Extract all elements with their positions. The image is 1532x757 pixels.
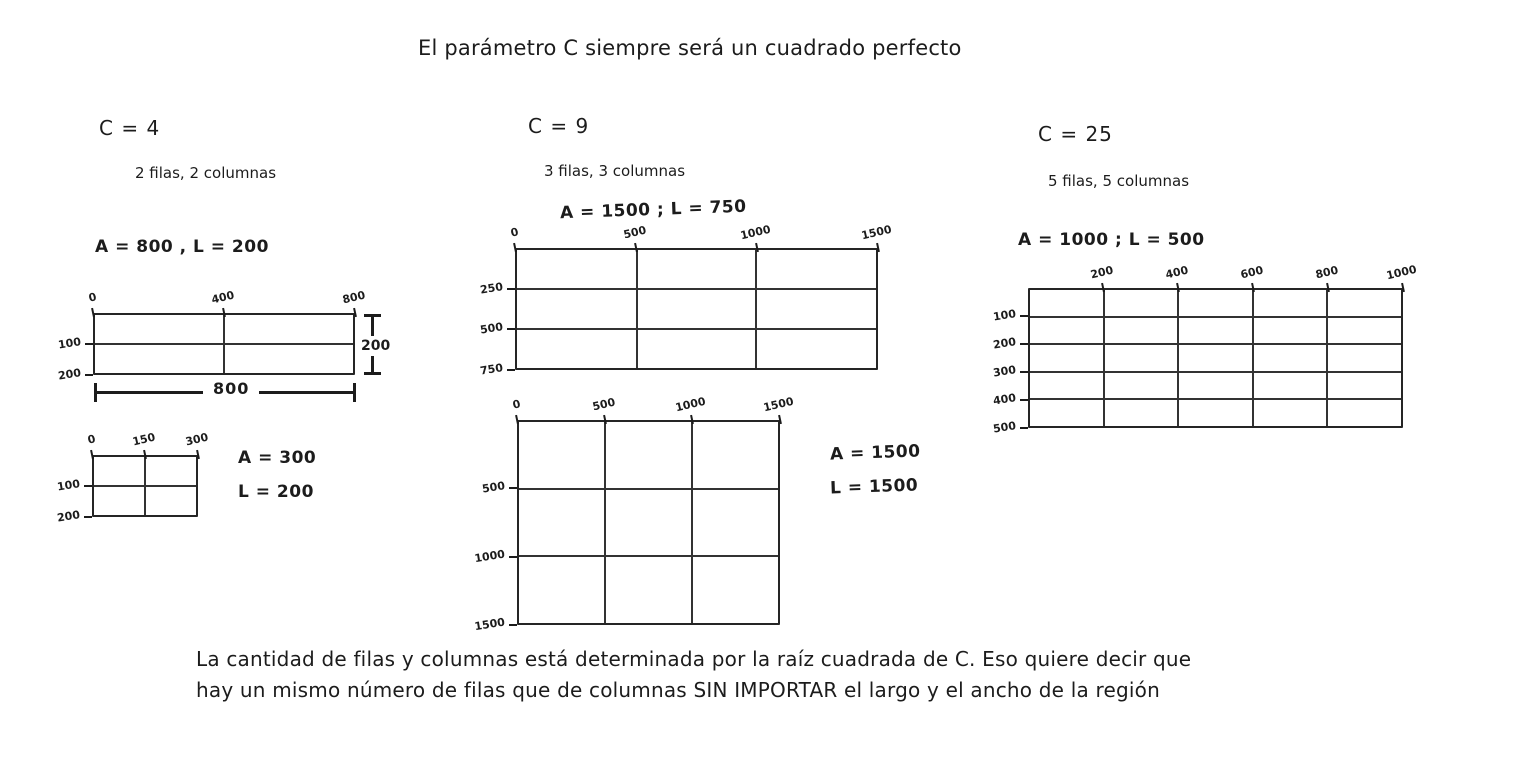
- top-axis-label: 0: [87, 290, 98, 305]
- grid-line-vertical: [636, 250, 638, 368]
- top-axis-label: 0: [511, 397, 522, 412]
- grid-line-vertical: [1326, 290, 1328, 426]
- left-axis-tick: [84, 485, 92, 487]
- left-axis-tick: [85, 374, 93, 376]
- left-axis-tick: [1020, 343, 1028, 345]
- top-axis-label: 500: [590, 395, 617, 414]
- left-axis-tick: [84, 516, 92, 518]
- grid-line-vertical: [1177, 290, 1179, 426]
- grid-line-vertical: [1103, 290, 1105, 426]
- section-c25-heading: C = 25: [1038, 122, 1113, 146]
- grid-box: [517, 420, 780, 625]
- grid-line-vertical: [604, 422, 606, 623]
- section-c25-note: 5 filas, 5 columnas: [1048, 172, 1190, 190]
- left-axis-label: 300: [992, 363, 1017, 380]
- section-c9-note: 3 filas, 3 columnas: [544, 162, 686, 180]
- left-axis-tick: [1020, 427, 1028, 429]
- top-axis-label: 300: [184, 430, 210, 449]
- section-c4-note: 2 filas, 2 columnas: [135, 164, 277, 182]
- grid-line-horizontal: [1030, 316, 1401, 318]
- left-axis-tick: [507, 288, 515, 290]
- top-axis-label: 600: [1239, 263, 1265, 282]
- section-c4-params: A = 800 , L = 200: [95, 237, 269, 257]
- footer-line-2: hay un mismo número de filas que de columnas SIN IMPORTAR el largo y el ancho de la región: [196, 678, 1160, 702]
- left-axis-label: 100: [56, 477, 81, 494]
- left-axis-label: 200: [56, 508, 81, 525]
- left-axis-tick: [507, 328, 515, 330]
- section-c25-params: A = 1000 ; L = 500: [1018, 230, 1205, 250]
- grid-box: [1028, 288, 1403, 428]
- left-axis-label: 100: [57, 335, 82, 352]
- left-axis-tick: [509, 487, 517, 489]
- left-axis-tick: [1020, 371, 1028, 373]
- left-axis-label: 200: [57, 366, 82, 383]
- grid-line-horizontal: [95, 343, 353, 345]
- top-axis-label: 200: [1089, 263, 1115, 282]
- top-axis-label: 1500: [762, 394, 795, 415]
- top-axis-label: 800: [341, 288, 367, 307]
- top-axis-label: 800: [1314, 263, 1340, 282]
- top-axis-label: 400: [210, 288, 236, 307]
- left-axis-tick: [509, 624, 517, 626]
- grid-c9-square: [473, 394, 795, 634]
- left-axis-label: 250: [479, 279, 504, 297]
- section-c4-heading: C = 4: [99, 116, 161, 140]
- grid-line-horizontal: [517, 328, 876, 330]
- grid-c4-small-length-label: L = 200: [238, 482, 314, 502]
- left-axis-label: 200: [992, 335, 1017, 352]
- footer-explanation: [196, 644, 1191, 706]
- grid-box: [515, 248, 878, 370]
- footer-line-1: La cantidad de filas y columnas está determinada por la raíz cuadrada de C. Eso quiere decir que: [196, 647, 1192, 671]
- grid-line-horizontal: [1030, 371, 1401, 373]
- top-axis-label: 0: [86, 432, 97, 447]
- top-axis-label: 1000: [1385, 262, 1418, 283]
- width-dimension-label: 800: [203, 379, 259, 398]
- left-axis-label: 400: [992, 391, 1017, 408]
- top-axis-label: 1000: [674, 394, 708, 415]
- left-axis-label: 100: [992, 307, 1017, 324]
- grid-line-horizontal: [519, 555, 778, 557]
- grid-line-horizontal: [517, 288, 876, 290]
- grid-c9-square-length-label: L = 1500: [829, 475, 919, 499]
- height-dimension-label: 200: [361, 338, 391, 354]
- left-axis-label: 1500: [473, 615, 506, 634]
- grid-line-horizontal: [1030, 343, 1401, 345]
- grid-line-vertical: [691, 422, 693, 623]
- left-axis-label: 750: [479, 361, 504, 378]
- left-axis-label: 500: [992, 419, 1017, 436]
- section-c9-heading: C = 9: [528, 114, 590, 138]
- top-axis-label: 0: [509, 225, 520, 240]
- grid-c9-wide: [479, 222, 893, 378]
- left-axis-tick: [1020, 399, 1028, 401]
- left-axis-tick: [509, 556, 517, 558]
- left-axis-label: 500: [479, 320, 504, 337]
- grid-line-vertical: [1252, 290, 1254, 426]
- grid-line-vertical: [755, 250, 757, 368]
- grid-box: [92, 455, 198, 517]
- top-axis-label: 150: [131, 430, 157, 449]
- left-axis-label: 500: [481, 479, 506, 496]
- left-axis-tick: [85, 343, 93, 345]
- section-c9-params: A = 1500 ; L = 750: [559, 196, 747, 224]
- grid-c4-main: [57, 288, 367, 383]
- grid-line-horizontal: [1030, 398, 1401, 400]
- grid-c4-small: [56, 430, 210, 525]
- left-axis-label: 1000: [473, 547, 506, 565]
- top-axis-label: 500: [622, 223, 648, 242]
- grid-line-horizontal: [94, 485, 196, 487]
- top-axis-label: 1500: [860, 222, 893, 243]
- grid-c25: [992, 262, 1418, 436]
- grid-c9-square-area-label: A = 1500: [829, 441, 921, 465]
- left-axis-tick: [1020, 315, 1028, 317]
- grid-line-horizontal: [519, 488, 778, 490]
- top-axis-label: 400: [1164, 263, 1190, 282]
- grid-c4-small-area-label: A = 300: [238, 448, 317, 468]
- page-title: El parámetro C siempre será un cuadrado perfecto: [418, 36, 962, 60]
- top-axis-label: 1000: [739, 222, 772, 243]
- grid-box: [93, 313, 355, 375]
- left-axis-tick: [507, 369, 515, 371]
